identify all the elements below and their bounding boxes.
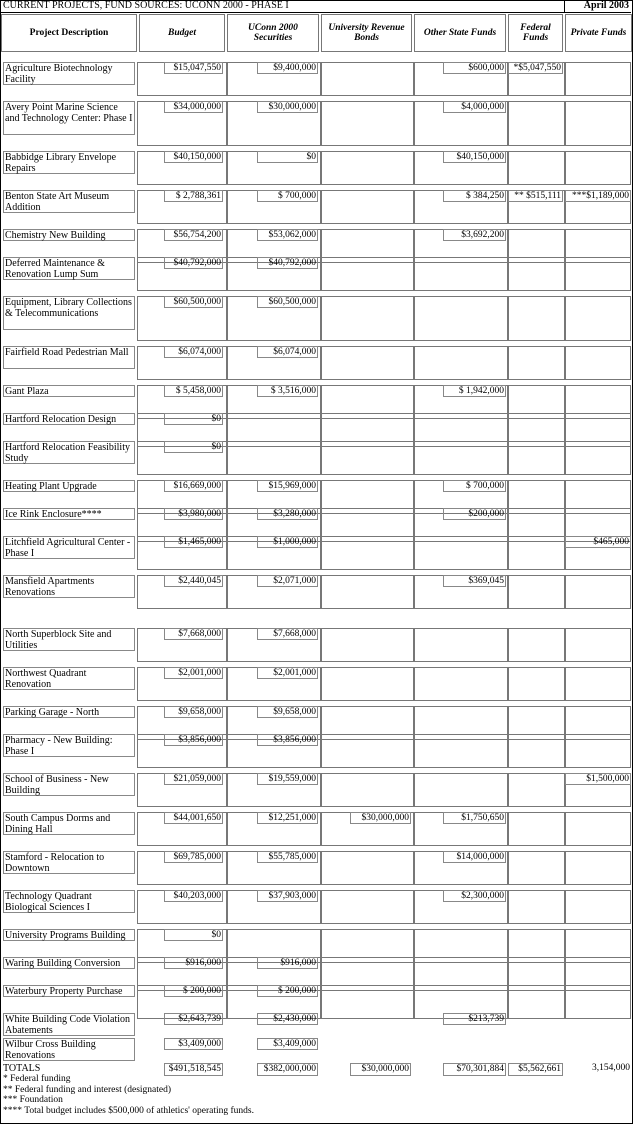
amount-uconn: $916,000	[257, 957, 318, 969]
amount-federal: ** $515,111	[508, 190, 563, 202]
table-cell	[321, 441, 414, 475]
project-description: Mansfield Apartments Renovations	[3, 575, 135, 598]
table-cell	[508, 151, 565, 185]
amount-uconn: $30,000,000	[257, 101, 318, 113]
col-header-project: Project Description	[1, 14, 137, 52]
table-cell	[321, 296, 414, 341]
table-cell	[508, 536, 565, 570]
table-cell	[414, 257, 508, 291]
table-cell	[414, 628, 508, 662]
table-cell	[565, 734, 631, 768]
amount-budget: $0	[164, 441, 223, 453]
project-description: Gant Plaza	[3, 385, 135, 397]
table-cell	[565, 575, 631, 609]
table-cell	[321, 851, 414, 885]
amount-uconn: $9,658,000	[257, 706, 318, 718]
total-budget: $491,518,545	[164, 1063, 223, 1076]
amount-uconn: $2,001,000	[257, 667, 318, 679]
amount-uconn: $1,000,000	[257, 536, 318, 548]
project-description: Waring Building Conversion	[3, 957, 135, 969]
project-description: Technology Quadrant Biological Sciences I	[3, 890, 135, 913]
amount-budget: $0	[164, 413, 223, 425]
project-description: Chemistry New Building	[3, 229, 135, 241]
table-cell	[508, 734, 565, 768]
amount-budget: $3,409,000	[164, 1038, 223, 1050]
amount-uconn: $15,969,000	[257, 480, 318, 492]
report-date: April 2003	[583, 0, 629, 11]
amount-state: $200,000	[443, 508, 506, 520]
table-cell	[508, 628, 565, 662]
project-description: North Superblock Site and Utilities	[3, 628, 135, 651]
amount-state: $ 700,000	[443, 480, 506, 492]
amount-state: $1,750,650	[443, 812, 506, 824]
table-cell	[565, 62, 631, 96]
table-cell	[508, 890, 565, 924]
project-description: Parking Garage - North	[3, 706, 135, 718]
project-description: Hartford Relocation Design	[3, 413, 135, 425]
table-cell	[565, 812, 631, 846]
project-description: Stamford - Relocation to Downtown	[3, 851, 135, 874]
title-divider	[564, 0, 565, 12]
table-cell	[508, 667, 565, 701]
title-bar	[0, 0, 631, 13]
amount-private: ***$1,189,000	[565, 190, 631, 202]
amount-uconn: $7,668,000	[257, 628, 318, 640]
amount-budget: $ 200,000	[164, 985, 223, 997]
amount-budget: $6,074,000	[164, 346, 223, 358]
project-description: Agriculture Biotechnology Facility	[3, 62, 135, 85]
table-cell	[321, 575, 414, 609]
col-header-private: Private Funds	[565, 14, 632, 52]
project-description: Northwest Quadrant Renovation	[3, 667, 135, 690]
table-cell	[508, 346, 565, 380]
footnote: * Federal funding	[3, 1074, 71, 1084]
amount-uconn: $0	[257, 151, 318, 163]
amount-budget: $2,440,045	[164, 575, 223, 587]
table-cell	[508, 985, 565, 1019]
project-description: Litchfield Agricultural Center - Phase I	[3, 536, 135, 559]
project-description: School of Business - New Building	[3, 773, 135, 796]
amount-budget: $ 5,458,000	[164, 385, 223, 397]
amount-uconn: $60,500,000	[257, 296, 318, 308]
table-cell	[565, 151, 631, 185]
table-cell	[565, 346, 631, 380]
amount-budget: $40,792,000	[164, 257, 223, 269]
amount-uconn: $3,856,000	[257, 734, 318, 746]
table-cell	[508, 296, 565, 341]
amount-state: $4,000,000	[443, 101, 506, 113]
amount-budget: $9,658,000	[164, 706, 223, 718]
project-description: Deferred Maintenance & Renovation Lump Sum	[3, 257, 135, 280]
amount-uconn: $53,062,000	[257, 229, 318, 241]
amount-state: $3,692,200	[443, 229, 506, 241]
amount-uconn: $3,280,000	[257, 508, 318, 520]
col-header-university-bonds: University Revenue Bonds	[321, 14, 412, 52]
total-state: $70,301,884	[443, 1063, 506, 1076]
amount-state: $2,300,000	[443, 890, 506, 902]
table-cell	[565, 667, 631, 701]
project-description: Avery Point Marine Science and Technology Center: Phase I	[3, 101, 135, 135]
amount-state: $40,150,000	[443, 151, 506, 163]
table-cell	[565, 628, 631, 662]
table-cell	[508, 773, 565, 807]
totals-label: TOTALS	[3, 1063, 41, 1074]
amount-state: $ 1,942,000	[443, 385, 506, 397]
table-cell	[565, 985, 631, 1019]
table-cell	[321, 890, 414, 924]
amount-budget: $69,785,000	[164, 851, 223, 863]
table-cell	[414, 296, 508, 341]
table-cell	[565, 257, 631, 291]
table-cell	[321, 773, 414, 807]
total-univ: $30,000,000	[350, 1063, 411, 1076]
project-description: Hartford Relocation Feasibility Study	[3, 441, 135, 464]
amount-uconn: $19,559,000	[257, 773, 318, 785]
amount-uconn: $12,251,000	[257, 812, 318, 824]
table-cell	[565, 851, 631, 885]
table-cell	[508, 101, 565, 146]
table-cell	[321, 667, 414, 701]
table-cell	[414, 667, 508, 701]
amount-budget: $3,856,000	[164, 734, 223, 746]
project-description: Babbidge Library Envelope Repairs	[3, 151, 135, 174]
amount-budget: $40,150,000	[164, 151, 223, 163]
total-private: 3,154,000	[592, 1063, 630, 1073]
table-cell	[414, 346, 508, 380]
project-description: South Campus Dorms and Dining Hall	[3, 812, 135, 835]
table-cell	[321, 536, 414, 570]
project-description: Ice Rink Enclosure****	[3, 508, 135, 520]
table-cell	[227, 441, 321, 475]
amount-budget: $21,059,000	[164, 773, 223, 785]
amount-budget: $60,500,000	[164, 296, 223, 308]
table-cell	[321, 257, 414, 291]
amount-private: $1,500,000	[565, 773, 631, 785]
project-description: Benton State Art Museum Addition	[3, 190, 135, 213]
amount-budget: $916,000	[164, 957, 223, 969]
table-cell	[565, 101, 631, 146]
page-title: CURRENT PROJECTS, FUND SOURCES: UCONN 2000 - PHASE I	[3, 0, 289, 11]
amount-uconn: $2,071,000	[257, 575, 318, 587]
footnote: ** Federal funding and interest (designated)	[3, 1084, 172, 1095]
amount-state: $ 384,250	[443, 190, 506, 202]
amount-budget: $7,668,000	[164, 628, 223, 640]
amount-uconn: $ 700,000	[257, 190, 318, 202]
table-cell	[565, 890, 631, 924]
amount-budget: $0	[164, 929, 223, 941]
table-cell	[321, 151, 414, 185]
footnote: **** Total budget includes $500,000 of athletics' operating funds.	[3, 1105, 254, 1116]
amount-uconn: $40,792,000	[257, 257, 318, 269]
amount-state: $14,000,000	[443, 851, 506, 863]
table-cell	[414, 734, 508, 768]
amount-uconn: $2,430,000	[257, 1013, 318, 1025]
table-cell	[321, 101, 414, 146]
amount-budget: $56,754,200	[164, 229, 223, 241]
project-description: Heating Plant Upgrade	[3, 480, 135, 492]
amount-budget: $2,001,000	[164, 667, 223, 679]
amount-uconn: $37,903,000	[257, 890, 318, 902]
amount-uconn: $6,074,000	[257, 346, 318, 358]
table-cell	[414, 536, 508, 570]
total-federal: $5,562,661	[508, 1063, 563, 1076]
amount-uconn: $ 3,516,000	[257, 385, 318, 397]
col-header-uconn: UConn 2000 Securities	[227, 14, 319, 52]
table-cell	[321, 628, 414, 662]
amount-budget: $1,465,000	[164, 536, 223, 548]
amount-private: $465,000	[565, 536, 631, 548]
project-description: Equipment, Library Collections & Telecommunications	[3, 296, 135, 330]
amount-state: $213,739	[443, 1013, 506, 1025]
table-cell	[321, 62, 414, 96]
amount-budget: $40,203,000	[164, 890, 223, 902]
project-description: Waterbury Property Purchase	[3, 985, 135, 997]
amount-state: $369,045	[443, 575, 506, 587]
amount-budget: $44,001,650	[164, 812, 223, 824]
project-description: University Programs Building	[3, 929, 135, 941]
table-cell	[321, 985, 414, 1019]
col-header-state-funds: Other State Funds	[414, 14, 506, 52]
table-cell	[508, 851, 565, 885]
col-header-budget: Budget	[139, 14, 225, 52]
footnote: *** Foundation	[3, 1095, 63, 1105]
col-header-federal: Federal Funds	[508, 14, 563, 52]
table-cell	[508, 812, 565, 846]
project-description: White Building Code Violation Abatements	[3, 1013, 135, 1036]
table-cell	[508, 257, 565, 291]
amount-budget: $34,000,000	[164, 101, 223, 113]
table-cell	[414, 773, 508, 807]
amount-state: $600,000	[443, 62, 506, 74]
table-cell	[321, 734, 414, 768]
amount-univ: $30,000,000	[350, 812, 411, 824]
table-cell	[508, 441, 565, 475]
table-cell	[565, 296, 631, 341]
table-cell	[565, 441, 631, 475]
project-description: Pharmacy - New Building: Phase I	[3, 734, 135, 757]
amount-uconn: $3,409,000	[257, 1038, 318, 1050]
total-uconn: $382,000,000	[257, 1063, 318, 1076]
amount-uconn: $9,400,000	[257, 62, 318, 74]
amount-budget: $15,047,550	[164, 62, 223, 74]
amount-uconn: $ 200,000	[257, 985, 318, 997]
amount-budget: $3,980,000	[164, 508, 223, 520]
table-cell	[321, 346, 414, 380]
amount-federal: *$5,047,550	[508, 62, 563, 74]
table-cell	[321, 190, 414, 224]
project-description: Fairfield Road Pedestrian Mall	[3, 346, 135, 369]
amount-uconn: $55,785,000	[257, 851, 318, 863]
amount-budget: $2,643,739	[164, 1013, 223, 1025]
table-cell	[508, 575, 565, 609]
table-cell	[414, 441, 508, 475]
amount-budget: $16,669,000	[164, 480, 223, 492]
project-description: Wilbur Cross Building Renovations	[3, 1038, 135, 1061]
amount-budget: $ 2,788,361	[164, 190, 223, 202]
